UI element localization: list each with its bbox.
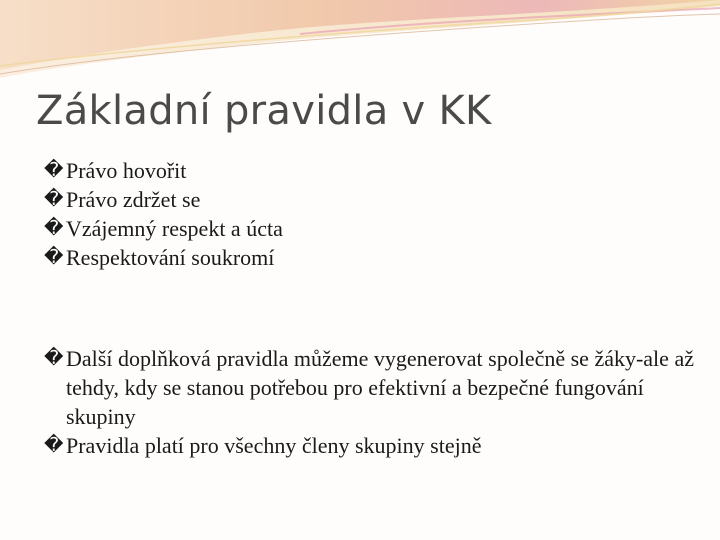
list-item-text: Vzájemný respekt a úcta (66, 216, 283, 241)
list-item-text: Respektování soukromí (66, 245, 275, 270)
bullet-marker-icon: � (44, 347, 64, 369)
list-item-text: Právo hovořit (66, 158, 187, 183)
notes-list (44, 344, 704, 460)
list-item (44, 344, 704, 431)
list-item (44, 185, 283, 214)
list-item (44, 243, 283, 272)
list-item-text: Právo zdržet se (66, 187, 201, 212)
list-item-text: Pravidla platí pro všechny členy skupiny stejně (66, 433, 482, 458)
list-item (44, 431, 704, 460)
bullet-marker-icon: � (44, 217, 64, 239)
bullet-marker-icon: � (44, 246, 64, 268)
slide-title: Základní pravidla v KK (36, 88, 492, 134)
bullet-marker-icon: � (44, 188, 64, 210)
bullet-marker-icon: � (44, 159, 64, 181)
rights-list (44, 156, 283, 272)
header-wave-decoration (0, 0, 720, 80)
list-item (44, 156, 283, 185)
list-item-text: Další doplňková pravidla můžeme vygenerovat společně se žáky-ale až tehdy, kdy se stanou potřebou pro efektivní a bezpečné fungování skupiny (66, 346, 694, 429)
list-item (44, 214, 283, 243)
bullet-marker-icon: � (44, 434, 64, 456)
